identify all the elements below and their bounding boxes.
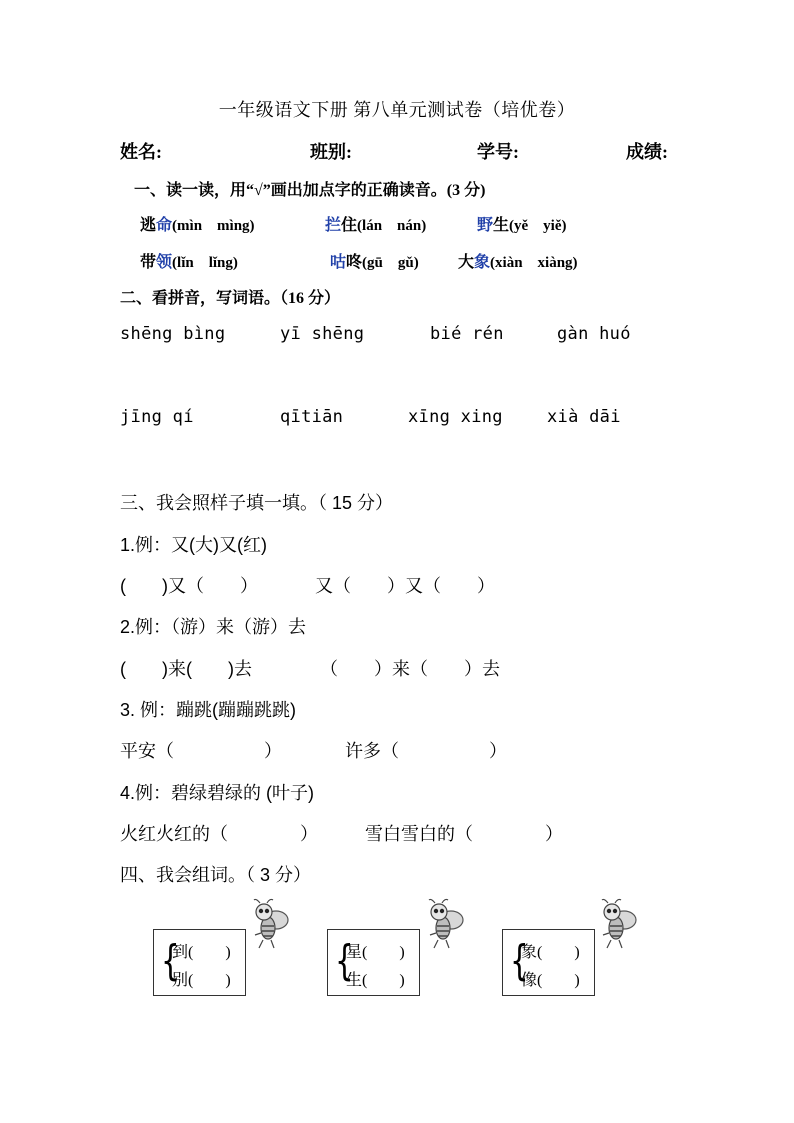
word-group-box: { 星( ) 生( ) — [327, 929, 420, 996]
q2-example: 2.例：（游）来（游）去 — [120, 617, 307, 637]
word-group-box: { 象( ) 像( ) — [502, 929, 595, 996]
q4-fill-a: 火红火红的（ ） — [120, 824, 318, 844]
student-number-label: 学号: — [477, 142, 519, 162]
reading-item: 拦住(lán nán) — [325, 217, 427, 234]
section4-heading: 四、我会组词。（ 3 分） — [120, 865, 312, 885]
name-label: 姓名: — [120, 142, 162, 162]
reading-item: 野生(yě yiě) — [477, 217, 567, 234]
q3-fill-b: 许多（ ） — [345, 741, 507, 761]
brace: { — [161, 936, 180, 985]
pinyin-word: xià dāi — [547, 407, 621, 427]
q2-fill-a: ( )来( )去 — [120, 659, 252, 679]
section3-heading: 三、我会照样子填一填。（ 15 分） — [120, 493, 394, 513]
pinyin-word: xīng xing — [408, 407, 503, 427]
q4-fill-b: 雪白雪白的（ ） — [365, 824, 563, 844]
q1-fill-a: ( )又（ ） — [120, 576, 258, 596]
bee-icon — [418, 898, 468, 954]
page-title: 一年级语文下册 第八单元测试卷（培优卷） — [218, 100, 576, 120]
pinyin-word: gàn huó — [557, 324, 631, 344]
q3-fill-a: 平安（ ） — [120, 741, 282, 761]
reading-item: 大象(xiàn xiàng) — [458, 254, 578, 271]
q1-example: 1.例：又(大)又(红) — [120, 535, 267, 555]
pinyin-word: qītiān — [280, 407, 344, 427]
reading-item: 带领(lǐn lǐng) — [140, 254, 238, 271]
q1-fill-b: 又（ ）又（ ） — [315, 576, 495, 596]
bee-icon — [243, 898, 293, 954]
reading-item: 逃命(mìn mìng) — [140, 217, 255, 234]
pinyin-word: bié rén — [430, 324, 504, 344]
q2-fill-b: （ ）来（ ）去 — [320, 659, 500, 679]
q4-example: 4.例：碧绿碧绿的 (叶子) — [120, 783, 315, 803]
pinyin-word: jīng qí — [120, 407, 194, 427]
reading-item: 咕咚(gū gǔ) — [330, 254, 419, 271]
brace: { — [335, 936, 354, 985]
q3-example: 3. 例：蹦跳(蹦蹦跳跳) — [120, 700, 297, 720]
bee-icon — [591, 898, 641, 954]
section1-heading: 一、读一读，用“√”画出加点字的正确读音。(3 分) — [134, 182, 486, 199]
word-group-box: { 到( ) 别( ) — [153, 929, 246, 996]
score-label: 成绩: — [626, 142, 668, 162]
class-label: 班别: — [310, 142, 352, 162]
brace: { — [510, 936, 529, 985]
pinyin-word: yī shēng — [280, 324, 365, 344]
pinyin-word: shēng bìng — [120, 324, 226, 344]
section2-heading: 二、看拼音，写词语。（16 分） — [120, 290, 341, 307]
